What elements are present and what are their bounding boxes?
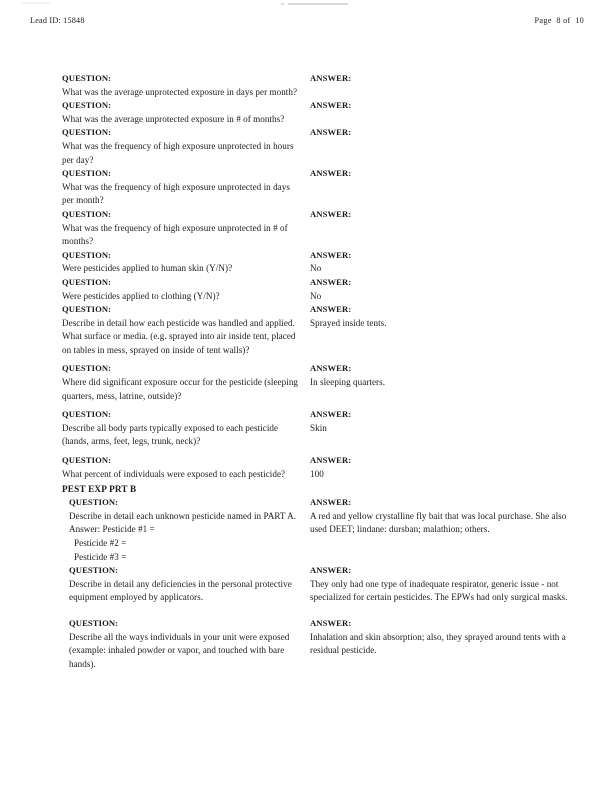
question-label: QUESTION: (62, 208, 112, 219)
question-label: QUESTION: (62, 276, 112, 287)
question-label: QUESTION: (62, 363, 112, 374)
answer-label: ANSWER: (310, 617, 352, 628)
qa-row (62, 276, 582, 303)
answer-column (310, 454, 582, 481)
qa-row (62, 564, 582, 605)
question-label: QUESTION: (69, 617, 119, 628)
question-text: Describe all body parts typically exposed to each pesticide (hands, arms, feet, legs, trunk, neck)? (62, 422, 279, 447)
qa-row (62, 496, 582, 564)
answer-text: 100 (310, 468, 324, 479)
question-label: QUESTION: (62, 100, 112, 111)
question-label: QUESTION: (69, 497, 119, 508)
question-column (62, 454, 310, 481)
question-label: QUESTION: (62, 249, 112, 260)
scan-artifact-bar (288, 3, 348, 5)
answer-label: ANSWER: (310, 73, 352, 83)
answer-label: ANSWER: (310, 497, 352, 508)
answer-column (310, 496, 582, 564)
question-column (62, 249, 310, 276)
question-column (62, 564, 310, 605)
scan-artifact-left (22, 2, 50, 4)
answer-column (310, 167, 582, 208)
answer-column (310, 564, 582, 605)
answer-column (310, 617, 582, 671)
question-label: QUESTION: (62, 455, 112, 466)
qa-row (62, 617, 582, 671)
section-heading-part-b: PEST EXP PRT B (62, 484, 137, 495)
question-text: Were pesticides applied to human skin (Y/N)? (62, 263, 233, 274)
answer-label: ANSWER: (310, 363, 352, 374)
answer-label: ANSWER: (310, 208, 352, 219)
qa-row (62, 454, 582, 481)
qa-content (62, 72, 582, 671)
question-column (62, 276, 310, 303)
question-column (62, 72, 310, 99)
qa-row (62, 303, 582, 357)
question-text: What percent of individuals were exposed to each pesticide? (62, 468, 286, 479)
answer-text: No (310, 263, 322, 274)
answer-column (310, 249, 582, 276)
question-text: What was the average unprotected exposure in # of months? (62, 113, 285, 124)
pesticide-line-2: Pesticide #2 = (74, 538, 127, 548)
page-number: Page 8 of 10 (534, 16, 584, 25)
question-column (62, 408, 310, 449)
answer-text: No (310, 290, 322, 301)
qa-row (62, 408, 582, 449)
lead-id: Lead ID: 15848 (30, 16, 85, 25)
qa-row (62, 72, 582, 99)
question-column (62, 167, 310, 208)
question-column (62, 303, 310, 357)
answer-text: They only had one type of inadequate respirator, generic issue - not specialized for certain pesticides. The EPWs had only surgical masks. (310, 578, 568, 603)
answer-label: ANSWER: (310, 409, 352, 420)
pesticide-line-3: Pesticide #3 = (74, 551, 127, 562)
answer-column (310, 362, 582, 403)
question-label: QUESTION: (69, 565, 119, 576)
answer-label: ANSWER: (310, 168, 352, 179)
answer-text: In sleeping quarters. (310, 377, 386, 388)
pesticide-line-1: Answer: Pesticide #1 = (69, 524, 155, 535)
answer-text: Skin (310, 422, 327, 433)
question-text: What was the frequency of high exposure unprotected in hours per day? (62, 140, 294, 165)
answer-text: Inhalation and skin absorption; also, they sprayed around tents with a residual pesticide. (310, 631, 566, 656)
question-label: QUESTION: (62, 409, 112, 420)
qa-row (62, 208, 582, 249)
answer-column (310, 408, 582, 449)
question-label: QUESTION: (62, 127, 112, 138)
answer-column (310, 126, 582, 167)
answer-column (310, 208, 582, 249)
answer-label: ANSWER: (310, 249, 352, 260)
qa-row (62, 249, 582, 276)
question-column (62, 208, 310, 249)
question-text: What was the frequency of high exposure unprotected in # of months? (62, 222, 288, 247)
question-text: What was the frequency of high exposure unprotected in days per month? (62, 181, 290, 206)
question-text: Describe all the ways individuals in your unit were exposed (example: inhaled powder or vapor, and touched with bare hands). (69, 631, 290, 669)
qa-row (62, 99, 582, 126)
answer-column (310, 303, 582, 357)
question-text: Describe in detail any deficiencies in the personal protective equipment employed by applicators. (69, 578, 292, 603)
answer-column (310, 276, 582, 303)
answer-label: ANSWER: (310, 304, 352, 315)
answer-label: ANSWER: (310, 127, 352, 138)
question-text: Describe in detail how each pesticide was handled and applied. What surface or media. (e.g. sprayed into air inside tent, placed on tables in mess, sprayed on inside of tent walls)? (62, 317, 296, 355)
page-header (30, 16, 584, 25)
answer-text: Sprayed inside tents. (310, 317, 387, 328)
question-column (62, 617, 310, 671)
question-column (62, 99, 310, 126)
answer-text: A red and yellow crystalline fly bait that was local purchase. She also used DEET; lindane: dursban; malathion; others. (310, 510, 567, 535)
question-column (62, 362, 310, 403)
question-text: What was the average unprotected exposure in days per month? (62, 86, 298, 97)
qa-row (62, 167, 582, 208)
question-label: QUESTION: (62, 168, 112, 179)
block-spacer (62, 605, 582, 617)
question-column (62, 126, 310, 167)
question-text: Were pesticides applied to clothing (Y/N)? (62, 290, 220, 301)
question-label: QUESTION: (62, 304, 112, 315)
answer-column (310, 72, 582, 99)
answer-label: ANSWER: (310, 455, 352, 466)
question-column (62, 496, 310, 564)
question-text: Describe in detail each unknown pesticide named in PART A. (69, 510, 297, 521)
answer-label: ANSWER: (310, 100, 352, 111)
answer-label: ANSWER: (310, 565, 352, 576)
answer-label: ANSWER: (310, 276, 352, 287)
scan-artifact-dot (281, 3, 284, 5)
qa-row (62, 126, 582, 167)
question-label: QUESTION: (62, 73, 112, 83)
qa-row (62, 362, 582, 403)
answer-column (310, 99, 582, 126)
question-text: Where did significant exposure occur for the pesticide (sleeping quarters, mess, latrine, outside)? (62, 377, 299, 401)
